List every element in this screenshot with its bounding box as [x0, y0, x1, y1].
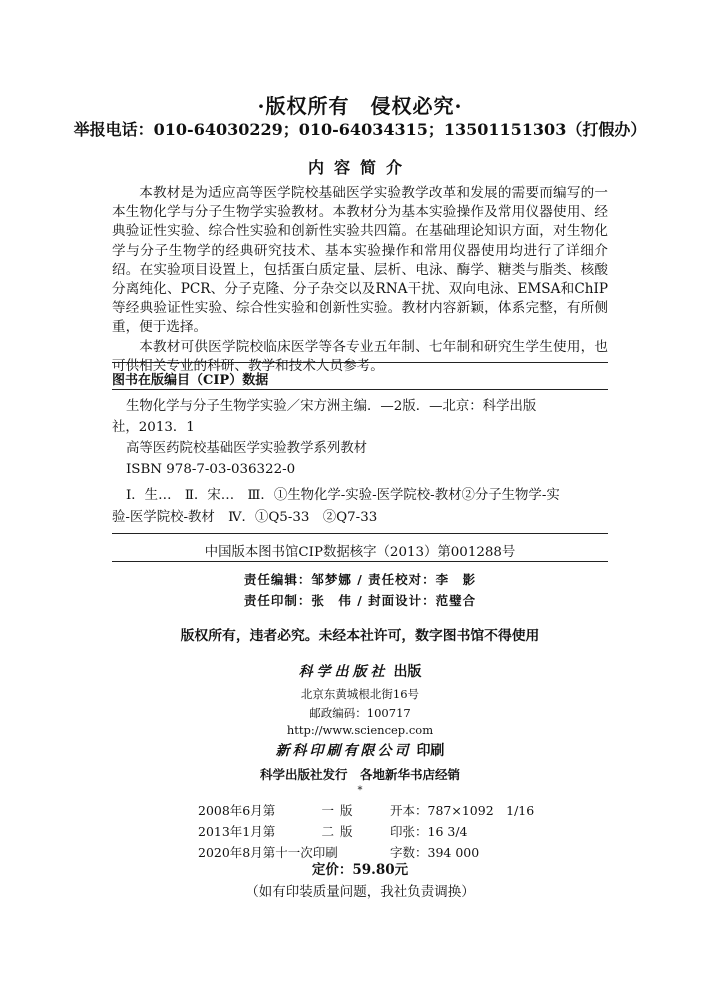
copyright-title: ·版权所有 侵权必究·: [257, 94, 463, 118]
cip-line: 生物化学与分子生物学实验／宋方洲主编．—2版．—北京：科学出版: [126, 399, 537, 414]
edition-label: 二版: [321, 824, 359, 839]
edition-spec: 开本：787×1092 1/16: [390, 803, 535, 818]
cip-line: 社，2013．1: [112, 420, 195, 435]
edition-date: 2013年1月第: [198, 824, 276, 839]
publisher-address: 北京东黄城根北街16号: [300, 687, 420, 701]
divider: [112, 362, 608, 363]
printer-logo: 新科印刷有限公司: [275, 743, 412, 759]
publisher-logo: 科学出版社: [298, 664, 389, 680]
publisher-website: http://www.sciencep.com: [286, 723, 434, 737]
price: 定价：59.80元: [311, 862, 409, 878]
staff-printing: 责任印制：张 伟 / 封面设计：范璧合: [243, 593, 477, 608]
quality-notice: （如有印装质量问题，我社负责调换）: [245, 884, 475, 900]
cip-class-line: 验-医学院校-教材 Ⅳ．①Q5-33 ②Q7-33: [112, 510, 378, 525]
summary-paragraph-1: 本教材是为适应高等医学院校基础医学实验教学改革和发展的需要而编写的一本生物化学与分子生物学实验教材。本教材分为基本实验操作及常用仪器使用、经典验证性实验、综合性实验和创新性实验共四篇。在基础理论知识方面，对生物化学与分子生物学的经典研究技术、基本实验操作和常用仪器使用均进行了详细介绍。在实验项目设置上，包括蛋白质定量、层析、电泳、酶学、糖类与脂类、核酸分离纯化、PCR、分子克隆、分子杂交以及RNA干扰、双向电泳、EMSA和ChIP等经典验证性实验、综合性实验和创新性实验。教材内容新颖，体系完整，有所侧重，便于选择。: [112, 185, 608, 336]
staff-editors: 责任编辑：邹梦娜 / 责任校对：李 影: [243, 572, 477, 587]
divider: [112, 389, 608, 390]
separator-star: *: [357, 785, 363, 796]
divider: [112, 561, 608, 562]
cip-series: 高等医药院校基础医学实验教学系列教材: [126, 441, 368, 456]
table-row: [198, 822, 534, 843]
edition-spec: 印张：16 3/4: [390, 824, 468, 839]
publisher-suffix: 出版: [393, 664, 422, 680]
edition-date: 2008年6月第: [198, 803, 276, 818]
printer-name: [0, 740, 720, 760]
table-row: [198, 801, 534, 822]
cip-record: [112, 396, 608, 480]
cip-isbn: ISBN 978-7-03-036322-0: [126, 462, 296, 477]
printer-suffix: 印刷: [416, 743, 445, 759]
edition-table: [198, 801, 534, 864]
copyright-warning: 版权所有，违者必究。未经本社许可，数字图书馆不得使用: [180, 628, 540, 644]
publisher-name: [0, 661, 720, 681]
cip-class-line: Ⅰ．生… Ⅱ．宋… Ⅲ．①生物化学-实验-医学院校-教材②分子生物学-实: [126, 488, 560, 503]
edition-date: 2020年8月第十一次印刷: [198, 845, 338, 860]
cip-classification: [112, 485, 608, 529]
summary-section: [112, 184, 608, 376]
edition-spec: 字数：394 000: [390, 845, 480, 860]
cip-record-number: 中国版本图书馆CIP数据核字（2013）第001288号: [204, 545, 516, 560]
cip-heading: 图书在版编目（CIP）数据: [112, 373, 269, 388]
summary-heading: 内容简介: [307, 158, 412, 177]
divider: [112, 533, 608, 534]
report-hotline: 举报电话：010-64030229；010-64034315；13501151303（打假办）: [73, 120, 647, 139]
edition-label: 一版: [321, 803, 359, 818]
publisher-postcode: 邮政编码：100717: [309, 706, 411, 720]
summary-paragraph-2: 本教材可供医学院校临床医学等各专业五年制、七年制和研究生学生使用，也可供相关专业的科研、教学和技术人员参考。: [112, 338, 608, 374]
distribution: 科学出版社发行 各地新华书店经销: [259, 767, 460, 782]
